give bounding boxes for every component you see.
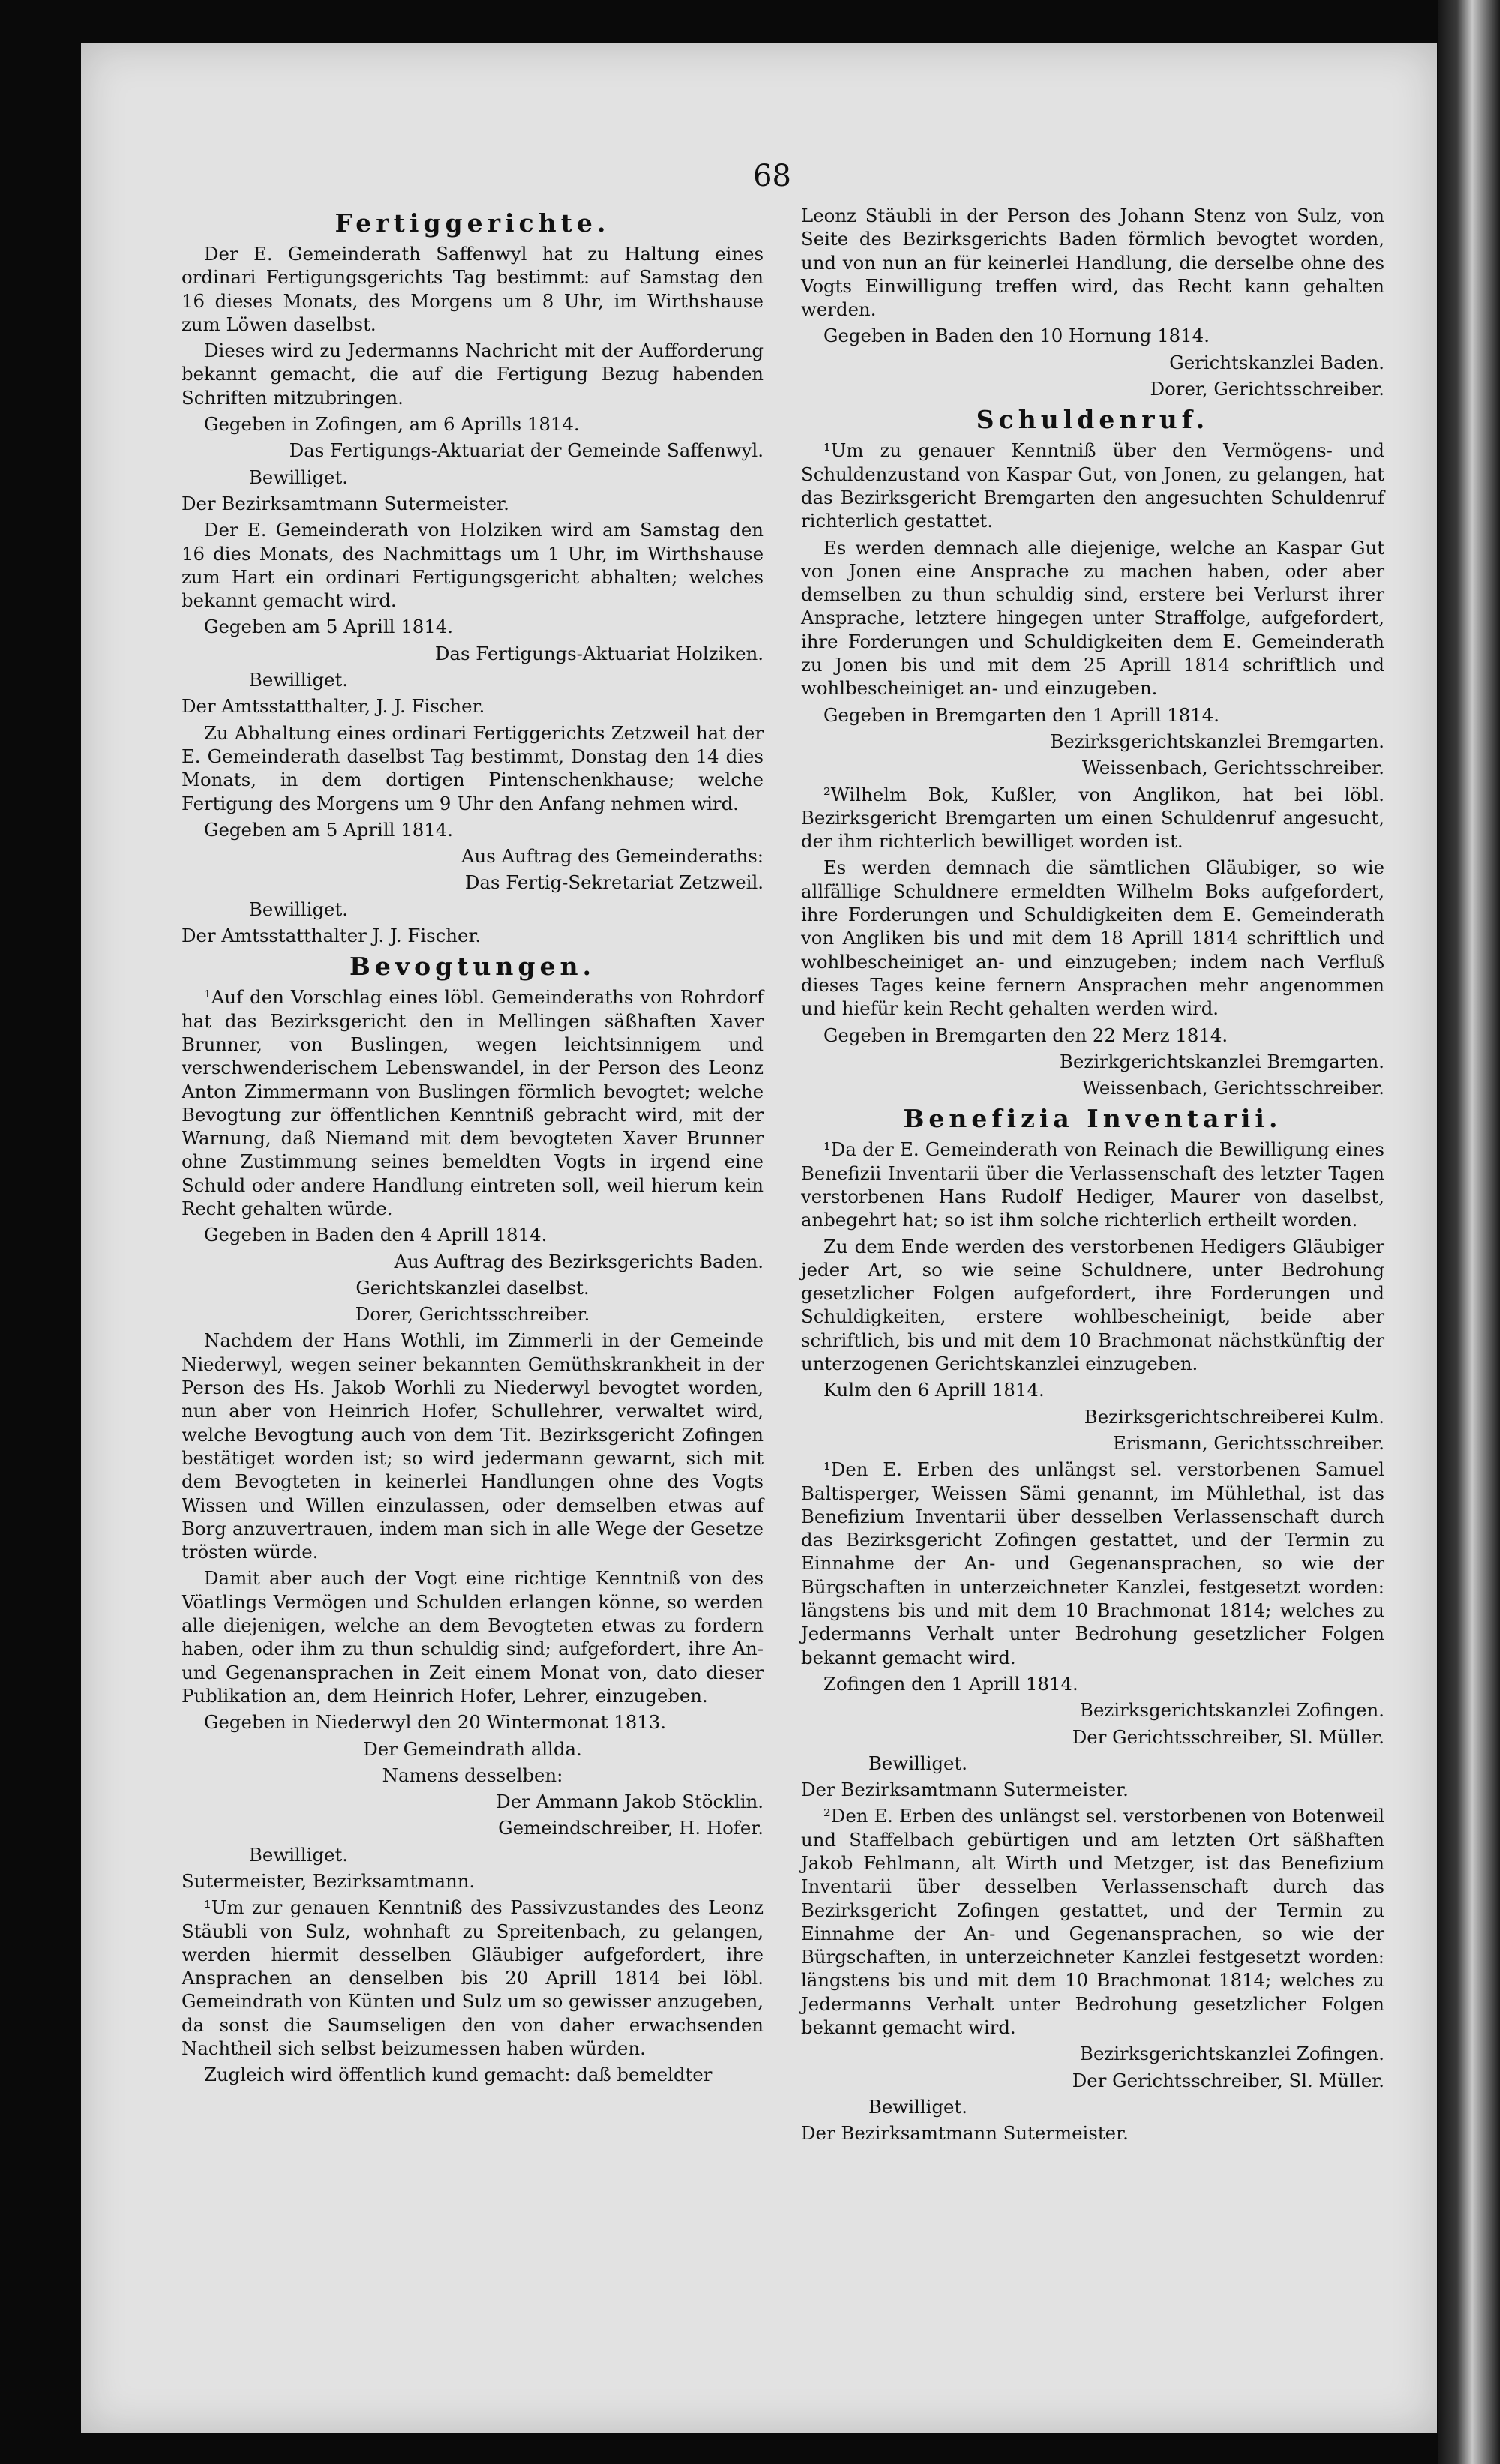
paragraph: Gegeben in Baden den 4 Aprill 1814. [204, 1224, 548, 1246]
text-line: Leonz Stäubli in der Person des Johann Stenz von Sulz, von Seite des Bezirksgerichts Baden förmlich bevogtet worden, und von nun an für keinerlei Handlung, die derselbe ohne des Vogts Einwilligung treffen wird, das Recht kann gehalten werden. [801, 205, 1384, 321]
right-column [801, 204, 1384, 2148]
text-line: Der Bezirksamtmann Sutermeister. [801, 2122, 1129, 2145]
text-line: Der Amtsstatthalter J. J. Fischer. [182, 925, 482, 947]
text-line: Der Bezirksamtmann Sutermeister. [182, 492, 509, 514]
signature-line: Bezirksgerichtskanzlei Zofingen. [1080, 1699, 1384, 1722]
signature-line: Bezirksgerichtskanzlei Bremgarten. [1050, 730, 1384, 752]
paragraph: Gegeben in Zofingen, am 6 Aprills 1814. [204, 413, 580, 436]
signature-line: Bezirkgerichtskanzlei Bremgarten. [1060, 1050, 1384, 1072]
signature-line: Namens desselben: [382, 1764, 563, 1786]
signature-line: Gerichtskanzlei daselbst. [356, 1276, 590, 1299]
approval-note: Bewilliget. [249, 466, 349, 488]
section-heading: Fertiggerichte. [334, 208, 610, 238]
paragraph: Der E. Gemeinderath von Holziken wird am Samstag den 16 dies Monats, des Nachmittags um 1 Uhr, im Wirthshause zum Hart ein ordinari Fertigungsgericht abhalten; welches bekannt gemacht wird. [182, 519, 764, 612]
signature-line: Der Gerichtsschreiber, Sl. Müller. [1072, 1725, 1384, 1748]
signature-line: Gerichtskanzlei Baden. [1169, 351, 1384, 373]
paragraph: Gegeben in Niederwyl den 20 Wintermonat 1813. [204, 1711, 667, 1734]
paragraph: Kulm den 6 Aprill 1814. [824, 1379, 1045, 1401]
paragraph: Dieses wird zu Jedermanns Nachricht mit der Aufforderung bekannt gemacht, die auf die Fertigung Bezug habenden Schriften mitzubringen. [182, 340, 764, 409]
signature-line: Erismann, Gerichtsschreiber. [1113, 1431, 1384, 1454]
signature-line: Bezirksgerichtschreiberei Kulm. [1084, 1405, 1384, 1428]
text-line: Der Amtsstatthalter, J. J. Fischer. [182, 695, 485, 718]
paragraph: Gegeben in Baden den 10 Hornung 1814. [824, 325, 1210, 347]
signature-line: Der Gerichtsschreiber, Sl. Müller. [1072, 2069, 1384, 2091]
text-line: Sutermeister, Bezirksamtmann. [182, 1870, 476, 1892]
paragraph: Zu dem Ende werden des verstorbenen Hedigers Gläubiger jeder Art, so wie seine Schuldnere, unter Bedrohung gesetzlicher Folgen aufgefordert, ihre Forderungen und Schuldigkeiten, erstere wohlbescheinigt, beide aber schriftlich, bis und mit dem 10 Brachmonat nächstkünftig der unterzogenen Gerichtskanzlei einzugeben. [801, 1235, 1384, 1375]
paragraph: Der E. Gemeinderath Saffenwyl hat zu Haltung eines ordinari Fertigungsgerichts Tag bestimmt: auf Samstag den 16 dieses Monats, des Morgens um 8 Uhr, im Wirthshause zum Löwen daselbst. [182, 243, 764, 335]
signature-line: Der Ammann Jakob Stöcklin. [496, 1791, 764, 1813]
approval-note: Bewilliget. [868, 1752, 968, 1774]
paragraph: Es werden demnach die sämtlichen Gläubiger, so wie allfällige Schuldnere ermeldten Wilhelm Boks aufgefordert, ihre Forderungen und Schuldigkeiten dem E. Gemeinderath von Angliken bis und mit dem 18 Aprill 1814 schriftlich und wohlbescheiniget an- und einzugeben; indem nach Verfluß dieses Tages keine fernern Ansprachen mehr angenommen und hiefür kein Recht gehalten werden wird. [801, 856, 1384, 1020]
book-spine [1438, 0, 1500, 2464]
paragraph: ¹Um zu genauer Kenntniß über den Vermögens- und Schuldenzustand von Kaspar Gut, von Jonen, zu gelangen, hat das Bezirksgericht Bremgarten den angesuchten Schuldenruf richterlich gestattet. [801, 439, 1384, 532]
paragraph: Zugleich wird öffentlich kund gemacht: daß bemeldter [204, 2064, 712, 2086]
signature-line: Weissenbach, Gerichtsschreiber. [1082, 757, 1384, 779]
text-line: Der Bezirksamtmann Sutermeister. [801, 1779, 1129, 1801]
approval-note: Bewilliget. [249, 669, 349, 691]
signature-line: Aus Auftrag des Gemeinderaths: [460, 845, 764, 868]
page-number: 68 [753, 159, 791, 193]
signature-line: Gemeindschreiber, H. Hofer. [498, 1817, 764, 1839]
signature-line: Aus Auftrag des Bezirksgerichts Baden. [394, 1250, 764, 1272]
section-heading: Bevogtungen. [350, 952, 596, 982]
paragraph: Nachdem der Hans Wothli, im Zimmerli in der Gemeinde Niederwyl, wegen seiner bekannten Gemüthskrankheit in der Person des Hs. Jakob Worhli zu Niederwyl bevogtet worden, nun aber von Heinrich Hofer, Schullehrer, verwaltet wird, welche Bevogtung auch von dem Tit. Bezirksgericht Zofingen bestätiget worden ist; so wird jedermann gewarnt, sich mit dem Bevogteten in keinerlei Handlungen ohne des Vogts Wissen und Willen einzulassen, oder demselben etwas auf Borg anzuvertrauen, indem man sich in alle Wege der Gesetze trösten würde. [182, 1329, 764, 1563]
paragraph: Gegeben am 5 Aprill 1814. [204, 616, 454, 638]
signature-line: Das Fertigungs-Aktuariat Holziken. [434, 642, 764, 664]
section-heading: Schuldenruf. [976, 405, 1210, 435]
signature-line: Das Fertig-Sekretariat Zetzweil. [464, 871, 764, 894]
approval-note: Bewilliget. [249, 898, 349, 920]
signature-line: Dorer, Gerichtsschreiber. [1150, 378, 1384, 400]
section-heading: Benefizia Inventarii. [903, 1104, 1282, 1134]
approval-note: Bewilliget. [868, 2095, 968, 2118]
paragraph: Gegeben am 5 Aprill 1814. [204, 818, 454, 841]
paragraph: ²Wilhelm Bok, Kußler, von Anglikon, hat bei löbl. Bezirksgericht Bremgarten um einen Schuldenruf angesucht, der ihm richterlich bewilliget worden ist. [801, 783, 1384, 853]
signature-line: Der Gemeindrath allda. [363, 1737, 582, 1760]
paragraph: Damit aber auch der Vogt eine richtige Kenntniß von des Vöatlings Vermögen und Schulden erlangen könne, so werden alle diejenigen, welche an dem Bevogteten etwas zu fordern haben, oder ihm zu thun schuldig sind; aufgefordert, ihre An- und Gegenansprachen in Zeit einem Monat von, dato dieser Publikation an, dem Heinrich Hofer, Lehrer, einzugeben. [182, 1567, 764, 1707]
paragraph: Zu Abhaltung eines ordinari Fertiggerichts Zetzweil hat der E. Gemeinderath daselbst Tag bestimmt, Donstag den 14 dies Monats, in dem dortigen Pintenschenkhause; welche Fertigung des Morgens um 9 Uhr den Anfang nehmen wird. [182, 721, 764, 814]
paragraph: ¹Den E. Erben des unlängst sel. verstorbenen Samuel Baltisperger, Weissen Sämi genannt, im Mühlethal, ist das Benefizium Inventarii über desselben Verlassenschaft durch das Bezirksgericht Zofingen gestattet, und der Termin zu Einnahme der An- und Gegenansprachen, so wie der Bürgschaften in unterzeichneter Kanzlei, festgesetzt worden: längstens bis und mit dem 10 Brachmonat 1814; welches zu Jedermanns Verhalt unter Bedrohung gesetzlicher Folgen bekannt gemacht wird. [801, 1458, 1384, 1668]
paragraph: ¹Da der E. Gemeinderath von Reinach die Bewilligung eines Benefizii Inventarii über die Verlassenschaft des letzter Tagen verstorbenen Hans Rudolf Hediger, Maurer von daselbst, anbegehrt hat; so ist ihm solche richterlich ertheilt worden. [801, 1138, 1384, 1231]
paragraph: ¹Um zur genauen Kenntniß des Passivzustandes des Leonz Stäubli von Sulz, wohnhaft zu Spreitenbach, zu gelangen, werden hiermit desselben Gläubiger aufgefordert, ihre Ansprachen an denselben bis 20 Aprill 1814 bei löbl. Gemeindrath von Künten und Sulz um so gewisser anzugeben, da sonst die Saumseligen den von daher erwachsenden Nachtheil sich selbst beizumessen haben würden. [182, 1896, 764, 2060]
signature-line: Bezirksgerichtskanzlei Zofingen. [1080, 2043, 1384, 2065]
left-column [182, 204, 764, 2090]
paragraph: Gegeben in Bremgarten den 22 Merz 1814. [824, 1024, 1228, 1046]
paragraph: Gegeben in Bremgarten den 1 Aprill 1814. [824, 703, 1220, 726]
paragraph: Es werden demnach alle diejenige, welche an Kaspar Gut von Jonen eine Ansprache zu machen haben, oder aber demselben zu thun schuldig sind, erstere bei Verlurst ihrer Ansprache, letztere hingegen unter Straffolge, aufgefordert, ihre Forderungen und Schuldigkeiten dem E. Gemeinderath zu Jonen bis und mit dem 25 Aprill 1814 schriftlich und wohlbescheiniget an- und einzugeben. [801, 536, 1384, 700]
approval-note: Bewilliget. [249, 1843, 349, 1866]
signature-line: Das Fertigungs-Aktuariat der Gemeinde Saffenwyl. [289, 439, 764, 462]
signature-line: Dorer, Gerichtsschreiber. [355, 1303, 590, 1326]
paragraph: Zofingen den 1 Aprill 1814. [824, 1672, 1078, 1695]
paragraph: ¹Auf den Vorschlag eines löbl. Gemeinderaths von Rohrdorf hat das Bezirksgericht den in Mellingen säßhaften Xaver Brunner, von Buslingen, wegen leichtsinnigem und verschwenderischem Lebenswandel, in der Person des Leonz Anton Zimmermann von Buslingen förmlich bevogtet; welche Bevogtung zur öffentlichen Kenntniß gebracht wird, mit der Warnung, daß Niemand mit dem bevogteten Xaver Brunner ohne Zustimmung seines bemeldten Vogts in irgend eine Schuld oder andere Handlung eintreten soll, weil hierum kein Recht gehalten würde. [182, 986, 764, 1219]
paragraph: ²Den E. Erben des unlängst sel. verstorbenen von Botenweil und Staffelbach gebürtigen und am letzten Ort säßhaften Jakob Fehlmann, alt Wirth und Metzger, ist das Benefizium Inventarii über desselben Verlassenschaft durch das Bezirksgericht Zofingen gestattet, und der Termin zu Einnahme der An- und Gegenansprachen, so wie der Bürgschaften, in unterzeichneter Kanzlei festgesetzt worden: längstens bis und mit dem 10 Brachmonat 1814; welches zu Jedermanns Verhalt unter Bedrohung gesetzlicher Folgen bekannt gemacht wird. [801, 1805, 1384, 2039]
signature-line: Weissenbach, Gerichtsschreiber. [1082, 1077, 1384, 1099]
